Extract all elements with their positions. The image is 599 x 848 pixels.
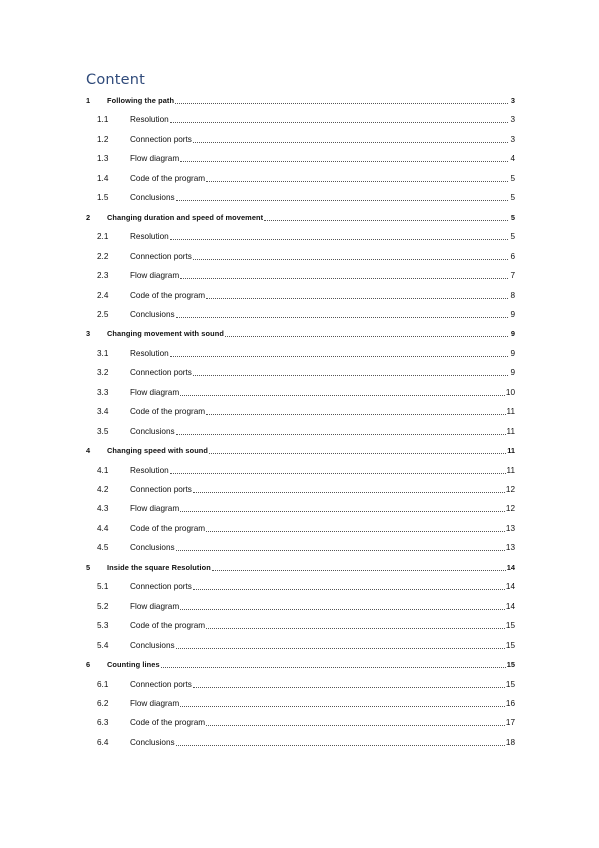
toc-entry-page: 8 [510, 290, 515, 300]
toc-dot-leader [180, 277, 508, 279]
toc-dot-leader [193, 374, 508, 376]
toc-section-entry[interactable] [86, 695, 515, 709]
toc-entry-number: 1.5 [97, 193, 109, 203]
toc-entry-page: 16 [505, 698, 515, 708]
toc-entry-title: Code of the program [130, 407, 206, 417]
toc-dot-leader [206, 180, 508, 182]
toc-entry-number: 3.2 [97, 368, 109, 378]
toc-entry-number: 4.2 [97, 485, 109, 494]
toc-entry-title: Code of the program [130, 290, 206, 300]
toc-entry-number: 1 [86, 96, 91, 105]
toc-entry-number: 3.4 [97, 407, 109, 417]
toc-entry-page: 4 [510, 154, 515, 164]
toc-section-entry[interactable] [86, 403, 515, 417]
toc-entry-number: 4.1 [97, 465, 109, 475]
toc-dot-leader [212, 569, 506, 571]
toc-entry-number: 5.1 [97, 582, 109, 592]
toc-dot-leader [193, 491, 505, 493]
toc-entry-page: 12 [505, 504, 515, 514]
toc-entry-page: 5 [510, 193, 515, 203]
toc-entry-title: Connection ports [130, 679, 192, 689]
toc-entry-title: Resolution [130, 465, 169, 475]
toc-entry-title: Conclusions [130, 737, 175, 747]
toc-entry-title: Resolution [130, 232, 169, 242]
toc-entry-page: 13 [505, 543, 515, 553]
toc-entry-title: Conclusions [130, 193, 175, 203]
toc-dot-leader [180, 608, 505, 610]
toc-section-entry[interactable] [86, 228, 515, 242]
toc-section-entry[interactable] [86, 364, 515, 378]
toc-entry-page: 14 [505, 582, 515, 592]
toc-entry-number: 4.3 [97, 504, 109, 514]
toc-section-entry[interactable] [86, 500, 515, 514]
toc-section-entry[interactable] [86, 150, 515, 164]
toc-section-entry[interactable] [86, 248, 515, 262]
toc-dot-leader [193, 686, 505, 688]
toc-section-entry[interactable] [86, 578, 515, 592]
toc-entry-title: Flow diagram [130, 698, 180, 708]
toc-entry-title: Flow diagram [130, 504, 180, 514]
toc-section-entry[interactable] [86, 520, 515, 534]
toc-section-entry[interactable] [86, 131, 515, 145]
toc-dot-leader [206, 297, 508, 299]
toc-dot-leader [170, 121, 508, 123]
toc-entry-number: 6.4 [97, 737, 109, 747]
toc-dot-leader [206, 724, 505, 726]
toc-entry-page: 7 [510, 271, 515, 281]
toc-chapter-entry[interactable] [86, 442, 515, 456]
toc-entry-number: 4 [86, 446, 91, 456]
toc-entry-page: 9 [510, 368, 515, 378]
toc-entry-title: Changing duration and speed of movement [107, 212, 264, 222]
toc-dot-leader [170, 238, 508, 240]
toc-entry-title: Code of the program [130, 718, 206, 728]
toc-entry-title: Code of the program [130, 523, 206, 533]
toc-entry-page: 3 [510, 96, 515, 105]
toc-entry-number: 2.2 [97, 251, 109, 261]
toc-entry-page: 11 [507, 446, 515, 456]
toc-entry-page: 15 [505, 621, 515, 631]
toc-entry-number: 2 [86, 212, 91, 222]
toc-entry-number: 3.1 [97, 348, 109, 358]
toc-entry-number: 1.3 [97, 154, 109, 164]
toc-chapter-entry[interactable] [86, 559, 515, 573]
toc-entry-number: 5.2 [97, 601, 109, 611]
toc-entry-number: 3.3 [97, 387, 109, 397]
toc-entry-number: 3.5 [97, 426, 109, 436]
toc-entry-title: Connection ports [130, 251, 192, 261]
toc-dot-leader [176, 744, 505, 746]
toc-section-entry[interactable] [86, 734, 515, 748]
toc-dot-leader [170, 355, 508, 357]
toc-dot-leader [193, 141, 508, 143]
toc-entry-title: Counting lines [107, 660, 160, 670]
toc-heading: Content [86, 72, 146, 88]
toc-entry-number: 2.3 [97, 271, 109, 281]
toc-entry-page: 9 [510, 329, 515, 339]
toc-entry-page: 3 [510, 115, 515, 125]
toc-chapter-entry[interactable] [86, 325, 515, 339]
toc-chapter-entry[interactable] [86, 209, 515, 223]
toc-dot-leader [193, 258, 508, 260]
toc-entry-number: 2.5 [97, 309, 109, 319]
toc-entry-number: 3 [86, 329, 91, 339]
toc-entry-number: 2.4 [97, 290, 109, 300]
toc-dot-leader [180, 394, 505, 396]
toc-entry-title: Changing movement with sound [107, 329, 224, 339]
toc-section-entry[interactable] [86, 189, 515, 203]
toc-section-entry[interactable] [86, 462, 515, 476]
toc-entry-page: 17 [505, 718, 515, 728]
toc-entry-title: Connection ports [130, 582, 192, 592]
toc-dot-leader [193, 588, 505, 590]
toc-section-entry[interactable] [86, 714, 515, 728]
toc-section-entry[interactable] [86, 287, 515, 301]
toc-entry-title: Flow diagram [130, 601, 180, 611]
toc-section-entry[interactable] [86, 423, 515, 437]
toc-entry-number: 6 [86, 660, 91, 670]
toc-dot-leader [180, 510, 505, 512]
toc-dot-leader [176, 433, 506, 435]
toc-entry-number: 6.2 [97, 698, 109, 708]
toc-entry-number: 1.1 [97, 115, 109, 125]
toc-entry-title: Flow diagram [130, 154, 180, 164]
toc-section-entry[interactable] [86, 384, 515, 398]
toc-entry-number: 6.3 [97, 718, 109, 728]
toc-entry-number: 1.2 [97, 134, 109, 144]
toc-entry-page: 5 [510, 232, 515, 242]
toc-entry-page: 15 [505, 640, 515, 650]
toc-entry-title: Code of the program [130, 621, 206, 631]
toc-section-entry[interactable] [86, 676, 515, 690]
toc-dot-leader [206, 627, 505, 629]
toc-entry-page: 5 [510, 212, 515, 222]
toc-dot-leader [264, 219, 508, 221]
toc-entry-title: Conclusions [130, 309, 175, 319]
toc-section-entry[interactable] [86, 617, 515, 631]
toc-entry-number: 5.3 [97, 621, 109, 631]
toc-entry-page: 14 [505, 601, 515, 611]
toc-entry-number: 5.4 [97, 640, 109, 650]
toc-entry-title: Following the path [107, 96, 175, 105]
toc-section-entry[interactable] [86, 539, 515, 553]
toc-dot-leader [225, 335, 508, 337]
toc-section-entry[interactable] [86, 481, 515, 495]
toc-section-entry[interactable] [86, 306, 515, 320]
toc-entry-page: 11 [506, 407, 515, 417]
toc-entry-number: 6.1 [97, 679, 109, 689]
toc-entry-number: 1.4 [97, 173, 109, 183]
toc-entry-title: Flow diagram [130, 387, 180, 397]
toc-dot-leader [175, 102, 508, 104]
toc-entry-page: 12 [505, 485, 515, 494]
toc-entry-number: 2.1 [97, 232, 109, 242]
toc-entry-page: 3 [510, 134, 515, 144]
toc-entry-number: 4.5 [97, 543, 109, 553]
toc-entry-title: Changing speed with sound [107, 446, 209, 456]
toc-entry-number: 5 [86, 562, 91, 572]
toc-entry-title: Flow diagram [130, 271, 180, 281]
toc-chapter-entry[interactable] [86, 92, 515, 106]
toc-entry-page: 11 [506, 426, 515, 436]
toc-entry-title: Resolution [130, 348, 169, 358]
toc-dot-leader [209, 452, 506, 454]
toc-entry-page: 5 [510, 173, 515, 183]
toc-entry-title: Connection ports [130, 485, 192, 494]
toc-entry-page: 13 [505, 523, 515, 533]
toc-entry-page: 9 [510, 348, 515, 358]
toc-entry-title: Resolution [130, 115, 169, 125]
toc-entry-page: 11 [506, 465, 515, 475]
toc-entry-page: 6 [510, 251, 515, 261]
toc-entry-page: 18 [505, 737, 515, 747]
toc-section-entry[interactable] [86, 267, 515, 281]
toc-dot-leader [170, 472, 506, 474]
toc-dot-leader [180, 160, 508, 162]
toc-entry-number: 4.4 [97, 523, 109, 533]
toc-section-entry[interactable] [86, 637, 515, 651]
toc-dot-leader [206, 413, 505, 415]
toc-dot-leader [161, 666, 506, 668]
toc-entry-title: Conclusions [130, 640, 175, 650]
toc-dot-leader [176, 647, 505, 649]
toc-entry-title: Conclusions [130, 426, 175, 436]
toc-entry-page: 9 [510, 309, 515, 319]
toc-section-entry[interactable] [86, 170, 515, 184]
toc-entry-title: Inside the square Resolution [107, 562, 211, 572]
toc-entry-title: Conclusions [130, 543, 175, 553]
toc-entry-page: 15 [505, 679, 515, 689]
toc-dot-leader [176, 316, 508, 318]
toc-dot-leader [206, 530, 505, 532]
toc-dot-leader [176, 549, 505, 551]
toc-dot-leader [180, 705, 505, 707]
toc-entry-page: 15 [506, 660, 515, 670]
toc-dot-leader [176, 199, 508, 201]
toc-entry-title: Connection ports [130, 134, 192, 144]
toc-entry-page: 10 [505, 387, 515, 397]
toc-entry-title: Code of the program [130, 173, 206, 183]
toc-entry-page: 14 [506, 562, 515, 572]
toc-section-entry[interactable] [86, 598, 515, 612]
toc-section-entry[interactable] [86, 345, 515, 359]
toc-chapter-entry[interactable] [86, 656, 515, 670]
toc-section-entry[interactable] [86, 111, 515, 125]
toc-entry-title: Connection ports [130, 368, 192, 378]
